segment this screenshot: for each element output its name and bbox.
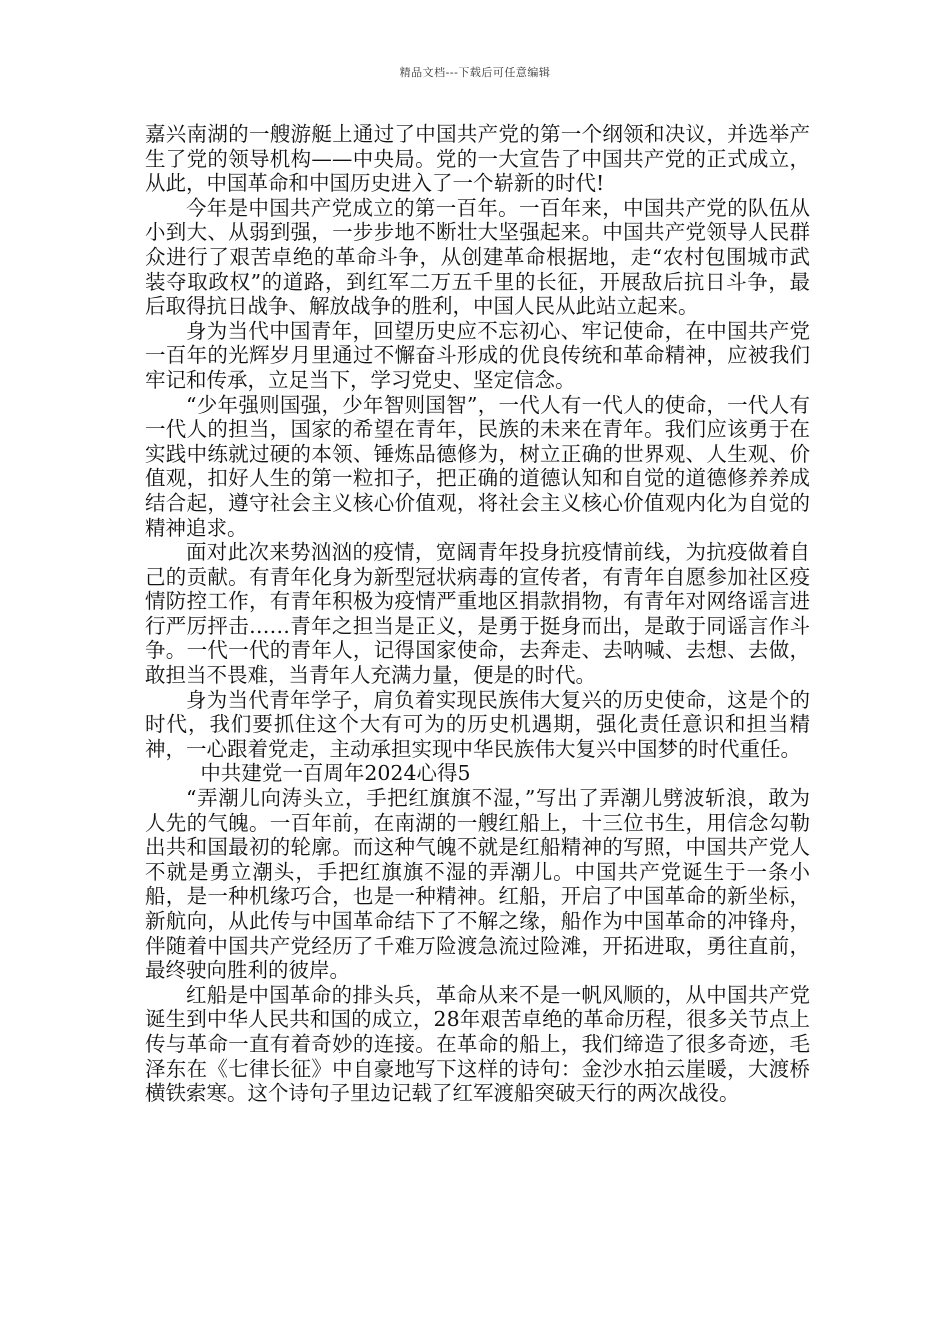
paragraph-1: 嘉兴南湖的一艘游艇上通过了中国共产党的第一个纲领和决议，并选举产生了党的领导机构——中央局。党的一大宣告了中国共产党的正式成立，从此，中国革命和中国历史进入了一个崭新的时代! xyxy=(145,122,810,196)
paragraph-5: 面对此次来势汹汹的疫情，宽阔青年投身抗疫情前线，为抗疫做着自己的贡献。有青年化身为新型冠状病毒的宣传者，有青年自愿参加社区疫情防控工作，有青年积极为疫情严重地区捐款捐物，有青年对网络谣言进行严厉抨击……青年之担当是正义，是勇于挺身而出，是敢于同谣言作斗争。一代一代的青年人，记得国家使命，去奔走、去呐喊、去想、去做，敢担当不畏难，当青年人充满力量，便是的时代。 xyxy=(145,540,810,688)
paragraph-2: 今年是中国共产党成立的第一百年。一百年来，中国共产党的队伍从小到大、从弱到强，一步步地不断壮大坚强起来。中国共产党领导人民群众进行了艰苦卓绝的革命斗争，从创建革命根据地，走“农村包围城市武装夺取政权”的道路，到红军二万五千里的长征，开展敌后抗日斗争，最后取得抗日战争、解放战争的胜利，中国人民从此站立起来。 xyxy=(145,195,810,319)
page-header: 精品文档---下载后可任意编辑 xyxy=(399,66,551,79)
document-body xyxy=(145,122,810,1106)
paragraph-8: 红船是中国革命的排头兵，革命从来不是一帆风顺的，从中国共产党诞生到中华人民共和国的成立，28年艰苦卓绝的革命历程，很多关节点上传与革命一直有着奇妙的连接。在革命的船上，我们缔造了很多奇迹，毛泽东在《七律长征》中自豪地写下这样的诗句：金沙水拍云崖暖，大渡桥横铁索寒。这个诗句子里边记载了红军渡船突破天行的两次战役。 xyxy=(145,982,810,1106)
section-heading: 中共建党一百周年2024心得5 xyxy=(200,761,471,786)
paragraph-6: 身为当代青年学子，肩负着实现民族伟大复兴的历史使命，这是个的时代，我们要抓住这个大有可为的历史机遇期，强化责任意识和担当精神，一心跟着党走，主动承担实现中华民族伟大复兴中国梦的时代重任。 xyxy=(145,687,810,761)
paragraph-7: “弄潮儿向涛头立，手把红旗旗不湿，”写出了弄潮儿劈波斩浪，敢为人先的气魄。一百年前，在南湖的一艘红船上，十三位书生，用信念勾勒出共和国最初的轮廓。而这种气魄不就是红船精神的写照，中国共产党人不就是勇立潮头，手把红旗旗不湿的弄潮儿。中国共产党诞生于一条小船，是一种机缘巧合，也是一种精神。红船，开启了中国革命的新坐标，新航向，从此传与中国革命结下了不解之缘，船作为中国革命的冲锋舟，伴随着中国共产党经历了千难万险渡急流过险滩，开拓进取，勇往直前，最终驶向胜利的彼岸。 xyxy=(145,786,810,983)
paragraph-4: “少年强则国强，少年智则国智”，一代人有一代人的使命，一代人有一代人的担当，国家的希望在青年，民族的未来在青年。我们应该勇于在实践中练就过硬的本领、锤炼品德修为，树立正确的世界观、人生观、价值观，扣好人生的第一粒扣子，把正确的道德认知和自觉的道德修养养成结合起，遵守社会主义核心价值观，将社会主义核心价值观内化为自觉的精神追求。 xyxy=(145,392,810,540)
paragraph-3: 身为当代中国青年，回望历史应不忘初心、牢记使命，在中国共产党一百年的光辉岁月里通过不懈奋斗形成的优良传统和革命精神，应被我们牢记和传承，立足当下，学习党史、坚定信念。 xyxy=(145,318,810,392)
